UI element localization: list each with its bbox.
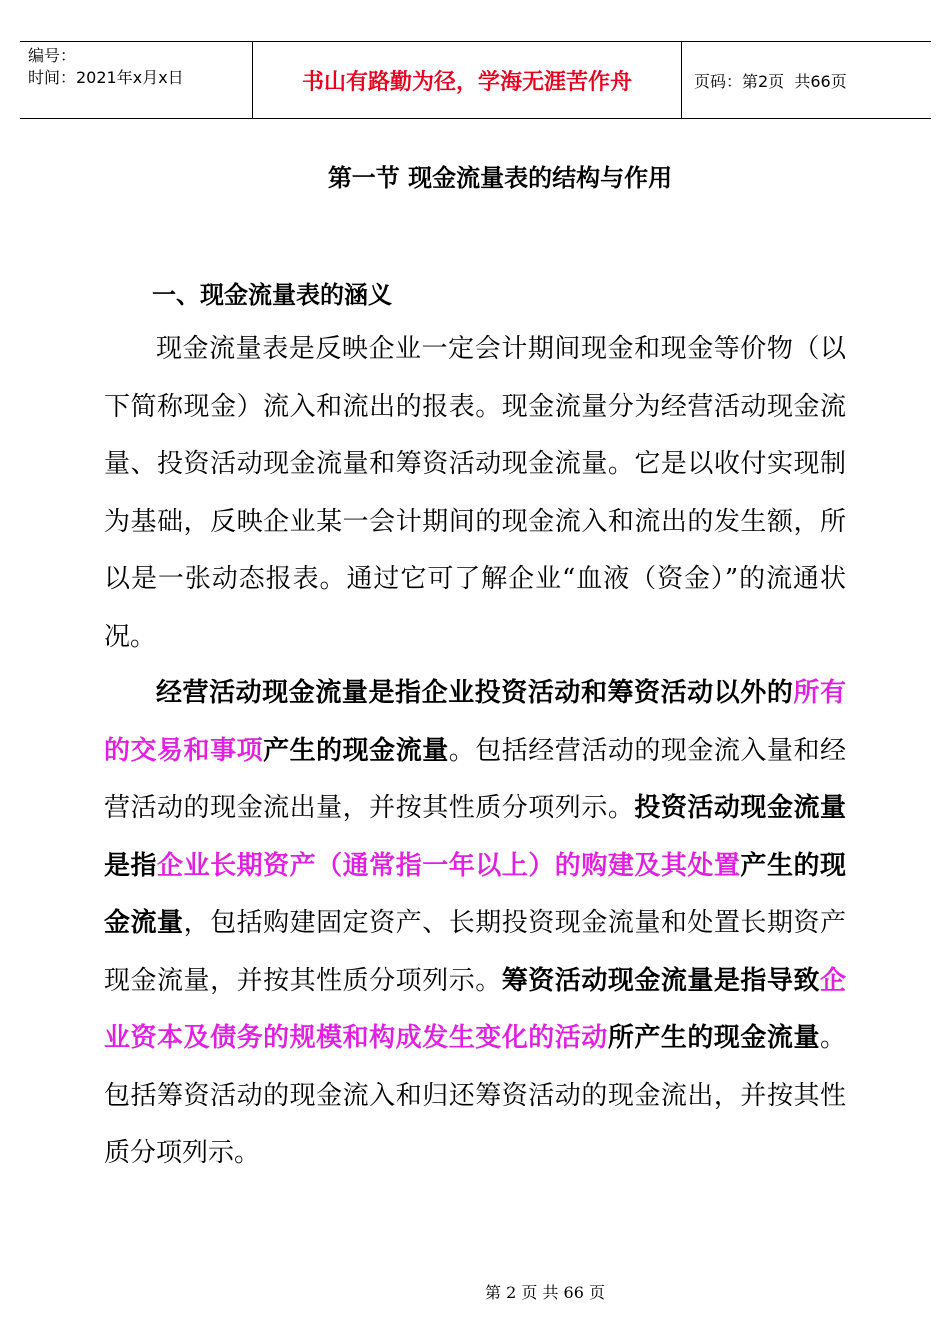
financing-description: 。包括筹资活动的现金流入和归还筹资活动的现金流出，并按其性质分项列示。	[104, 1023, 846, 1168]
financing-term: 筹资活动现金流量是指导致	[501, 965, 820, 996]
paragraph-text	[104, 665, 846, 1183]
operating-term-end: 产生的现金流量	[263, 735, 449, 766]
header-page-cell	[682, 42, 931, 118]
section-title: 第一节 现金流量表的结构与作用	[327, 164, 673, 192]
operating-highlight: 所有的交易和事项	[104, 678, 846, 766]
number-label: 编号：	[28, 46, 77, 65]
investing-description: ，包括购建固定资产、长期投资现金流量和处置长期资产现金流量，并按其性质分项列示。	[104, 908, 846, 996]
investing-term: 投资活动现金流量是指	[104, 793, 846, 881]
page-info: 页码：第2页 共66页	[694, 71, 847, 91]
paragraph-text: 现金流量表是反映企业一定会计期间现金和现金等价物（以下简称现金）流入和流出的报表。现金流量分为经营活动现金流量、投资活动现金流量和筹资活动现金流量。它是以收付实现制为基础，反映企业某一会计期间的现金流入和流出的发生额，所以是一张动态报表。通过它可了解企业“血液（资金）”的流通状况。	[104, 334, 846, 652]
paragraph-definition	[104, 321, 846, 666]
motto-text: 书山有路勤为径，学海无涯苦作舟	[301, 69, 632, 95]
operating-term: 经营活动现金流量是指企业投资活动和筹资活动以外的	[156, 678, 794, 708]
paragraph-activities	[104, 665, 846, 1183]
page-header	[20, 41, 931, 119]
investing-term-end: 产生的现金流量	[104, 850, 846, 938]
time-label: 时间：2021年x月x日	[28, 68, 184, 87]
financing-term-end: 所产生的现金流量	[607, 1023, 820, 1053]
financing-highlight: 企业资本及债务的规模和构成发生变化的活动	[104, 965, 846, 1053]
sub-title: 一、现金流量表的涵义	[152, 281, 392, 309]
investing-highlight: 企业长期资产（通常指一年以上）的购建及其处置	[157, 850, 741, 881]
operating-description: 。包括经营活动的现金流入量和经营活动的现金流出量，并按其性质分项列示。	[104, 735, 846, 823]
page-footer: 第 2 页 共 66 页	[485, 1283, 605, 1302]
header-meta-cell	[20, 42, 253, 118]
header-motto-cell	[253, 42, 682, 118]
